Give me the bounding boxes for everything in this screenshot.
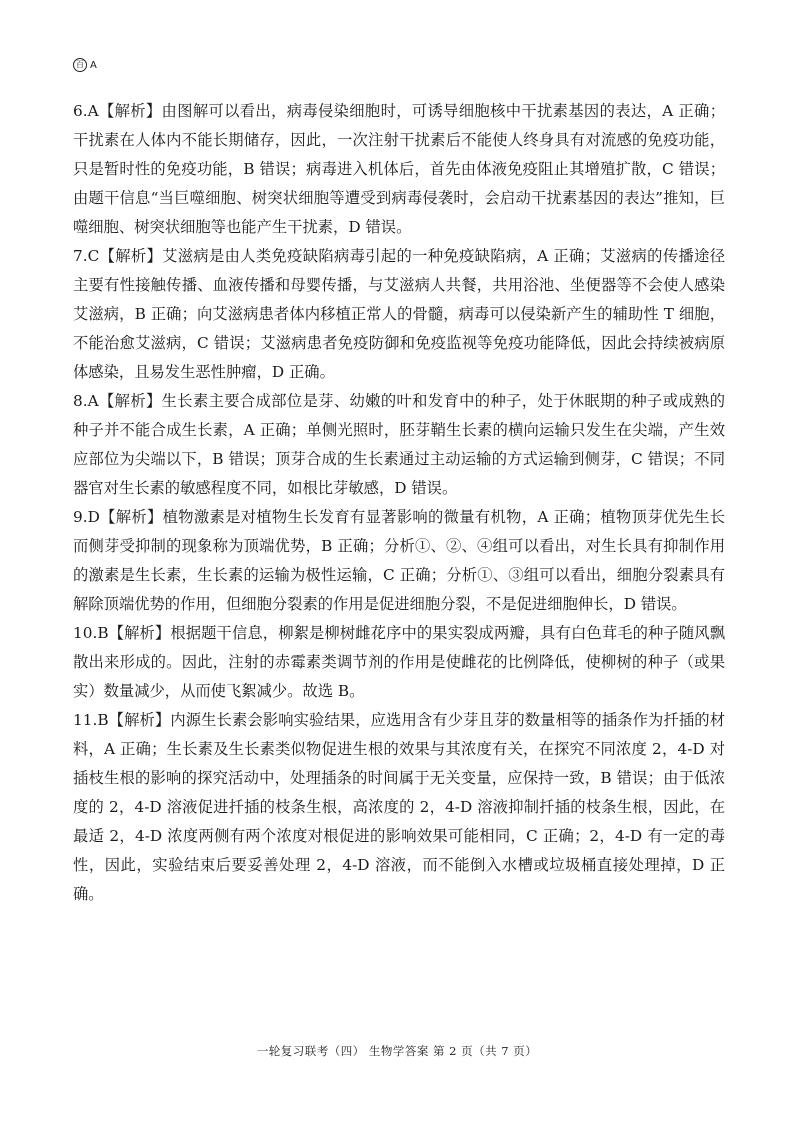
page-footer: 一轮复习联考（四） 生物学答案 第 2 页（共 7 页） (256, 1044, 538, 1058)
logo-seal-icon: 百 (73, 58, 87, 72)
answer-item-11: 11.B【解析】内源生长素会影响实验结果，应选用含有少芽且芽的数量相等的插条作为扦插的材料，A 正确；生长素及生长素类似物促进生根的效果与其浓度有关，在探究不同浓度 2，4-D 对插枝生根的影响的探究活动中，处理插条的时间属于无关变量，应保持一致，B 错误；由于低浓度的 2，4-D 溶液促进扦插的枝条生根，高浓度的 2，4-D 溶液抑制扦插的枝条生根，因此，在最适 2，4-D 浓度两侧有两个浓度对根促进的影响效果可能相同，C 正确；2，4-D 有一定的毒性，因此，实验结束后要妥善处理 2，4-D 溶液，而不能倒入水槽或垃圾桶直接处理掉，D 正确。 (73, 711, 725, 903)
answer-item-7: 7.C【解析】艾滋病是由人类免疫缺陷病毒引起的一种免疫缺陷病，A 正确；艾滋病的传播途径主要有性接触传播、血液传播和母婴传播，与艾滋病人共餐，共用浴池、坐便器等不会使人感染艾滋病，B 正确；向艾滋病患者体内移植正常人的骨髓，病毒可以侵染新产生的辅助性 T 细胞，不能治愈艾滋病，C 错误；艾滋病患者免疫防御和免疫监视等免疫功能降低，因此会持续被病原体感染，且易发生恶性肿瘤，D 正确。 (73, 247, 725, 381)
answer-item-6: 6.A【解析】由图解可以看出，病毒侵染细胞时，可诱导细胞核中干扰素基因的表达，A 正确；干扰素在人体内不能长期储存，因此，一次注射干扰素后不能使人终身具有对流感的免疫功能，只是暂时性的免疫功能，B 错误；病毒进入机体后，首先由体液免疫阻止其增殖扩散，C 错误；由题干信息“当巨噬细胞、树突状细胞等遭受到病毒侵袭时，会启动干扰素基因的表达”推知，巨噬细胞、树突状细胞等也能产生干扰素，D 错误。 (73, 102, 725, 236)
answer-item-9: 9.D【解析】植物激素是对植物生长发育有显著影响的微量有机物，A 正确；植物顶芽优先生长而侧芽受抑制的现象称为顶端优势，B 正确；分析①、②、④组可以看出，对生长具有抑制作用的激素是生长素，生长素的运输为极性运输，C 正确；分析①、③组可以看出，细胞分裂素具有解除顶端优势的作用，但细胞分裂素的作用是促进细胞分裂，不是促进细胞伸长，D 错误。 (73, 508, 725, 613)
answer-item-10: 10.B【解析】根据题干信息，柳絮是柳树雌花序中的果实裂成两瓣，具有白色茸毛的种子随风飘散出来形成的。因此，注射的赤霉素类调节剂的作用是使雌花的比例降低，使柳树的种子（或果实）数量减少，从而使飞絮减少。故选 B。 (73, 624, 725, 700)
logo-letter: A (90, 59, 97, 71)
publisher-logo (73, 58, 97, 72)
answer-content (73, 97, 725, 909)
answer-item-8: 8.A【解析】生长素主要合成部位是芽、幼嫩的叶和发育中的种子，处于休眠期的种子或成熟的种子并不能合成生长素，A 正确；单侧光照时，胚芽鞘生长素的横向运输只发生在尖端，产生效应部位为尖端以下，B 错误；顶芽合成的生长素通过主动运输的方式运输到侧芽，C 错误；不同器官对生长素的敏感程度不同，如根比芽敏感，D 错误。 (73, 392, 725, 497)
